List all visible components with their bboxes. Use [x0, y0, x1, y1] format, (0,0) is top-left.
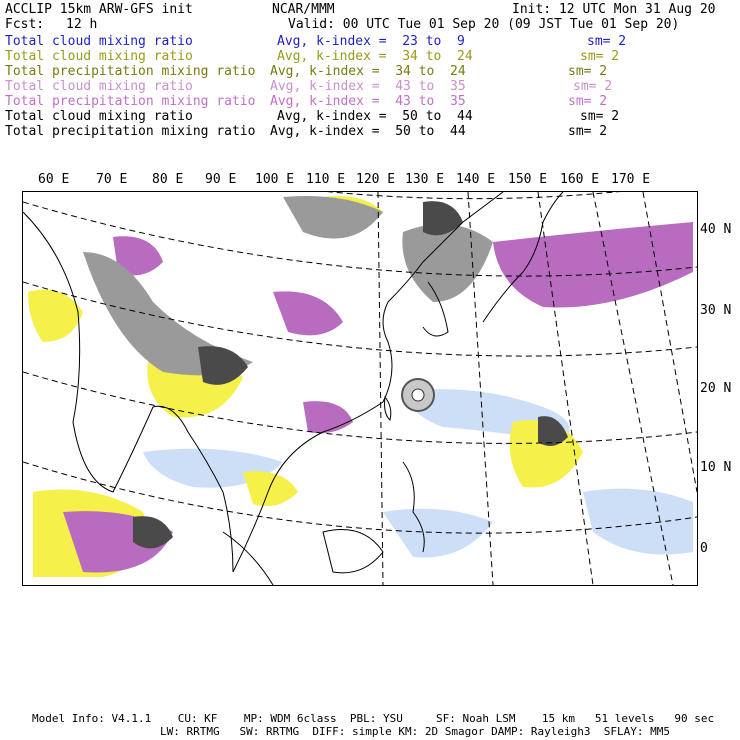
legend-sm: sm= 2 — [568, 64, 608, 79]
legend-avg: Avg, k-index = 50 to 44 — [270, 124, 466, 139]
typhoon-eye — [412, 389, 424, 401]
legend-avg: Avg, k-index = 43 to 35 — [270, 79, 466, 94]
latitude-label: 20 N — [700, 381, 732, 396]
legend-field: Total precipitation mixing ratio — [5, 94, 256, 109]
legend-field: Total cloud mixing ratio — [5, 109, 193, 124]
cloud-grey-korea — [402, 224, 493, 302]
longitude-label: 170 E — [611, 172, 651, 187]
init-time: Init: 12 UTC Mon 31 Aug 20 — [512, 2, 716, 17]
legend-sm: sm= 2 — [587, 34, 627, 49]
longitude-label: 160 E — [560, 172, 600, 187]
map-canvas — [23, 192, 697, 585]
model-title: ACCLIP 15km ARW-GFS init — [5, 2, 193, 17]
legend-avg: Avg, k-index = 34 to 24 — [270, 64, 466, 79]
legend-sm: sm= 2 — [573, 79, 613, 94]
legend-field: Total cloud mixing ratio — [5, 34, 193, 49]
longitude-label: 80 E — [152, 172, 184, 187]
coast-borneo — [323, 530, 383, 573]
legend-sm: sm= 2 — [580, 109, 620, 124]
legend-sm: sm= 2 — [568, 124, 608, 139]
legend-field: Total precipitation mixing ratio — [5, 124, 256, 139]
legend-sm: sm= 2 — [580, 49, 620, 64]
parallel-10n — [23, 372, 697, 443]
valid-time: Valid: 00 UTC Tue 01 Sep 20 (09 JST Tue 01 Sep 20) — [288, 17, 680, 32]
legend-field: Total precipitation mixing ratio — [5, 64, 256, 79]
mid-cloud-india — [28, 290, 83, 343]
longitude-label: 130 E — [405, 172, 445, 187]
meridian-130e — [378, 192, 383, 585]
legend-field: Total cloud mixing ratio — [5, 79, 193, 94]
high-cloud-central — [303, 401, 353, 433]
longitude-label: 60 E — [38, 172, 70, 187]
legend-avg: Avg, k-index = 50 to 44 — [277, 109, 473, 124]
longitude-label: 120 E — [356, 172, 396, 187]
longitude-label: 150 E — [508, 172, 548, 187]
physics-info: LW: RRTMG SW: RRTMG DIFF: simple KM: 2D Smagor DAMP: Rayleigh3 SFLAY: MM5 — [160, 725, 670, 738]
coast-taiwan — [385, 397, 391, 420]
latitude-label: 40 N — [700, 222, 732, 237]
longitude-label: 90 E — [205, 172, 237, 187]
legend-avg: Avg, k-index = 43 to 35 — [270, 94, 466, 109]
forecast-hour: 12 h — [66, 17, 98, 32]
map-panel — [22, 191, 698, 586]
latitude-label: 0 — [700, 541, 708, 556]
legend-avg: Avg, k-index = 34 to 24 — [277, 49, 473, 64]
low-cloud-pacific — [583, 489, 693, 555]
mid-cloud-indochina — [243, 471, 298, 506]
high-cloud-japan — [493, 222, 693, 308]
legend-sm: sm= 2 — [568, 94, 608, 109]
longitude-label: 70 E — [96, 172, 128, 187]
model-info: Model Info: V4.1.1 CU: KF MP: WDM 6class PBL: YSU SF: Noah LSM 15 km 51 levels 90 sec — [32, 712, 715, 725]
longitude-label: 110 E — [306, 172, 346, 187]
longitude-label: 140 E — [456, 172, 496, 187]
deep-precip-bay — [133, 516, 173, 548]
legend-field: Total cloud mixing ratio — [5, 49, 193, 64]
high-cloud-china — [273, 291, 343, 335]
cloud-shading — [28, 196, 693, 577]
latitude-label: 30 N — [700, 303, 732, 318]
longitude-label: 100 E — [255, 172, 295, 187]
latitude-label: 10 N — [700, 460, 732, 475]
org-label: NCAR/MMM — [272, 2, 335, 17]
legend-avg: Avg, k-index = 23 to 9 — [277, 34, 465, 49]
forecast-label: Fcst: — [5, 17, 45, 32]
parallel-40n — [23, 192, 697, 199]
